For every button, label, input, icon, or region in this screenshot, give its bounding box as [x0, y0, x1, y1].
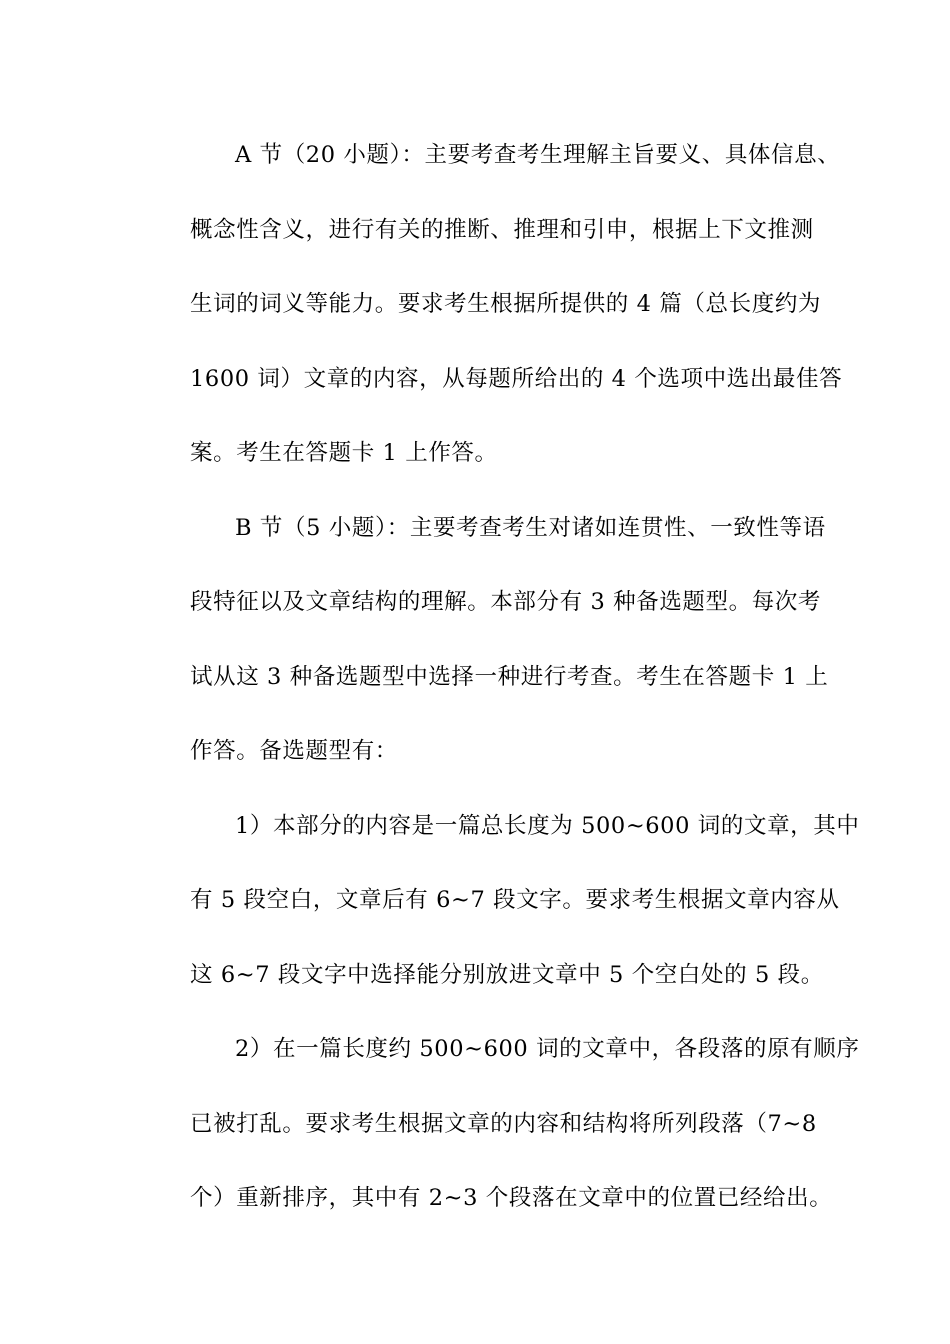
paragraph-option-2 [145, 1012, 860, 1236]
text-line: A 节（20 小题）：主要考查考生理解主旨要义、具体信息、 [235, 142, 841, 168]
paragraph-option-1 [145, 789, 860, 1013]
text-line: B 节（5 小题）：主要考查考生对诸如连贯性、一致性等语 [235, 514, 826, 541]
paragraph-section-b [145, 491, 829, 789]
text-line: 1）本部分的内容是一篇总长度为 500~600 词的文章，其中 [235, 812, 860, 839]
text-line: 1600 词）文章的内容，从每题所给出的 4 个选项中选出最佳答 [190, 365, 843, 392]
text-line: 有 5 段空白，文章后有 6~7 段文字。要求考生根据文章内容从 [190, 887, 840, 913]
text-line: 概念性含义，进行有关的推断、推理和引申，根据上下文推测 [190, 216, 814, 243]
text-line: 作答。备选题型有： [190, 738, 398, 764]
text-line: 已被打乱。要求考生根据文章的内容和结构将所列段落（7~8 [190, 1110, 817, 1137]
document-page [145, 118, 860, 1236]
text-line: 试从这 3 种备选题型中选择一种进行考查。考生在答题卡 1 上 [190, 663, 829, 690]
text-line: 案。考生在答题卡 1 上作答。 [190, 440, 498, 466]
text-line: 2）在一篇长度约 500~600 词的文章中，各段落的原有顺序 [235, 1036, 860, 1062]
text-line: 生词的词义等能力。要求考生根据所提供的 4 篇（总长度约为 [190, 291, 822, 317]
paragraph-section-a [145, 118, 843, 491]
text-line: 段特征以及文章结构的理解。本部分有 3 种备选题型。每次考 [190, 589, 822, 615]
text-line: 个）重新排序，其中有 2~3 个段落在文章中的位置已经给出。 [190, 1185, 833, 1211]
text-line: 这 6~7 段文字中选择能分别放进文章中 5 个空白处的 5 段。 [190, 961, 824, 988]
